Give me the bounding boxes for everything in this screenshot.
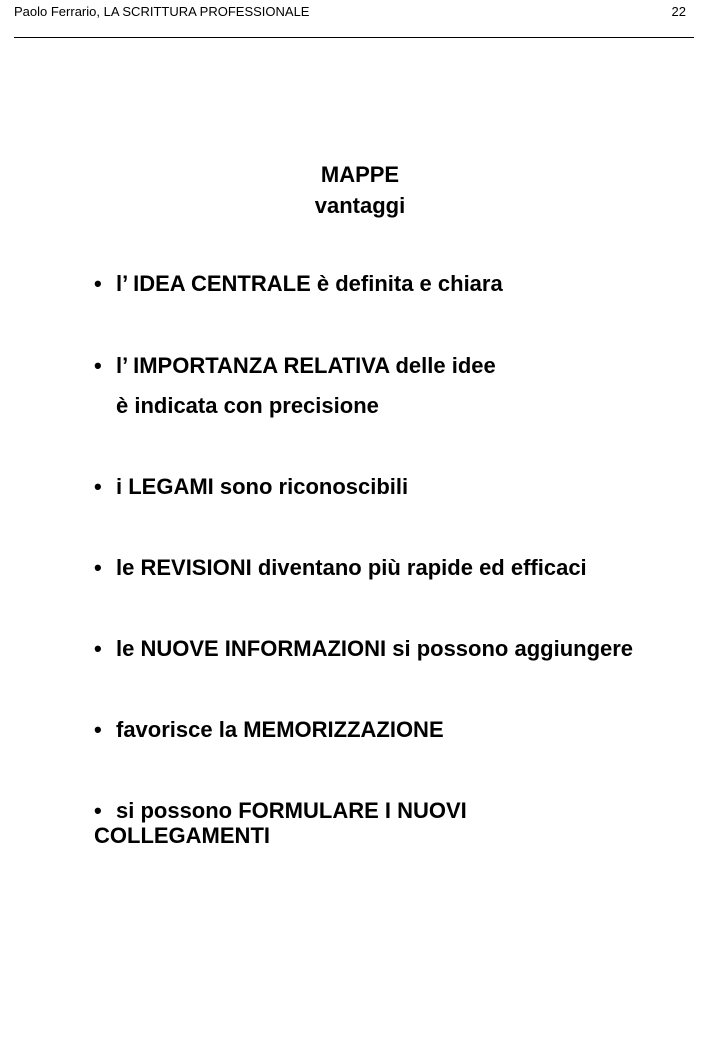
page-number: 22 (671, 4, 686, 19)
page-title: MAPPE (320, 162, 400, 187)
list-item-text: si possono FORMULARE I NUOVI (116, 798, 467, 823)
list-item (94, 798, 467, 824)
list-item (94, 474, 408, 500)
list-item-text: favorisce la MEMORIZZAZIONE (116, 717, 444, 742)
bullet-icon: • (94, 636, 102, 661)
list-item (94, 555, 587, 581)
page-header (14, 3, 694, 38)
list-item-text: l’ IMPORTANZA RELATIVA delle idee (116, 353, 496, 378)
list-item-text: le REVISIONI diventano più rapide ed efficaci (116, 555, 587, 580)
list-item-text: le NUOVE INFORMAZIONI si possono aggiungere (116, 636, 634, 661)
list-item-text: l’ IDEA CENTRALE è definita e chiara (116, 271, 503, 296)
list-item (94, 353, 496, 379)
bullet-icon: • (94, 717, 102, 742)
bullet-icon: • (94, 474, 102, 499)
list-item (94, 717, 444, 743)
bullet-icon: • (94, 271, 102, 296)
bullet-icon: • (94, 353, 102, 378)
page-subtitle: vantaggi (314, 193, 406, 218)
bullet-icon: • (94, 798, 102, 823)
list-item-line2: è indicata con precisione (116, 393, 379, 418)
header-title: Paolo Ferrario, LA SCRITTURA PROFESSIONALE (14, 4, 310, 19)
list-item-continuation: COLLEGAMENTI (94, 823, 270, 848)
list-item-text: i LEGAMI sono riconoscibili (116, 474, 409, 499)
bullet-icon: • (94, 555, 102, 580)
list-item (94, 636, 633, 662)
list-item (94, 271, 503, 297)
